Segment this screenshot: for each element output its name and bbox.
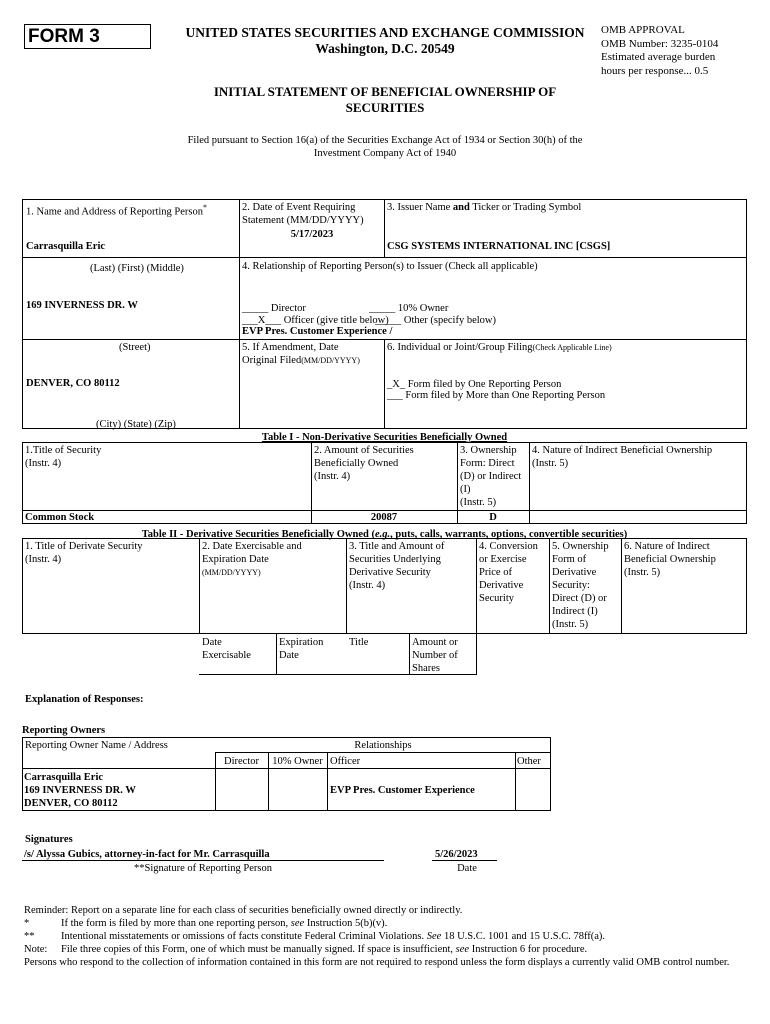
owners-col-ten-percent: 10% Owner	[272, 756, 323, 767]
divider	[529, 442, 530, 524]
event-date: 5/17/2023	[290, 229, 334, 240]
divider	[476, 538, 477, 634]
filing-one-person[interactable]: _X_ Form filed by One Reporting Person	[387, 379, 562, 390]
omb-burden-line2: hours per response... 0.5	[601, 64, 709, 77]
divider	[199, 538, 200, 634]
divider	[384, 339, 385, 429]
divider	[22, 339, 747, 340]
box2-label-line2: Statement (MM/DD/YYYY)	[242, 215, 364, 226]
footnote-star-text: If the form is filed by more than one reporting person, see Instruction 5(b)(v).	[61, 918, 388, 929]
issuer-name: CSG SYSTEMS INTERNATIONAL INC [CSGS]	[387, 241, 611, 252]
owners-col-name: Reporting Owner Name / Address	[25, 740, 168, 751]
table2-sub-date-exercisable: Date Exercisable	[202, 637, 251, 661]
omb-persons-text: Persons who respond to the collection of information contained in this form are not required to respond unless the form displays a currently valid OMB control number.	[24, 957, 730, 968]
omb-number: OMB Number: 3235-0104	[601, 37, 719, 50]
table1-col-ownership: 3. Ownership Form: Direct (D) or Indirect (I) (Instr. 5)	[460, 445, 522, 508]
explanation-heading: Explanation of Responses:	[25, 694, 144, 705]
divider	[409, 634, 410, 675]
filed-pursuant-text	[150, 134, 620, 160]
divider	[476, 634, 477, 675]
table1-title: Table I - Non-Derivative Securities Beneficially Owned	[261, 432, 508, 443]
agency-location: Washington, D.C. 20549	[315, 41, 455, 56]
signature-caption: **Signature of Reporting Person	[134, 863, 272, 874]
reporting-owners-heading: Reporting Owners	[22, 725, 106, 736]
note-text: File three copies of this Form, one of which must be manually signed. If space is insufficient, see Instruction 6 for procedure.	[61, 944, 588, 955]
omb-approval-title: OMB APPROVAL	[601, 24, 685, 36]
table2-col-title: 1. Title of Derivate Security (Instr. 4)	[25, 541, 143, 565]
date-line	[432, 860, 497, 861]
filed-line2: Investment Company Act of 1940	[313, 148, 457, 159]
table1-col-nature: 4. Nature of Indirect Beneficial Ownership (Instr. 5)	[532, 445, 713, 469]
form-title-line1: INITIAL STATEMENT OF BENEFICIAL OWNERSHIP OF	[213, 84, 557, 99]
divider	[239, 257, 747, 258]
form-title	[160, 84, 610, 116]
reporting-person-city: DENVER, CO 80112	[26, 378, 120, 389]
table2-title: Table II - Derivative Securities Beneficially Owned (e.g., puts, calls, warrants, options, convertible securities)	[141, 529, 628, 540]
table2-col-dates: 2. Date Exercisable and Expiration Date (MM/DD/YYYY)	[202, 541, 302, 577]
table1-row-form: D	[489, 512, 497, 523]
divider	[384, 199, 385, 257]
owners-col-officer: Officer	[330, 756, 361, 767]
table1-col-amount: 2. Amount of Securities Beneficially Owned (Instr. 4)	[314, 445, 414, 482]
divider	[346, 538, 347, 634]
table2-col-nature: 6. Nature of Indirect Beneficial Ownership (Instr. 5)	[624, 541, 716, 578]
relationship-other[interactable]: _____ Other (specify below)	[375, 315, 497, 326]
footnote-double-star-text: Intentional misstatements or omissions of facts constitute Federal Criminal Violations. See 18 U.S.C. 1001 and 15 U.S.C. 78ff(a).	[61, 931, 606, 942]
filing-more-persons[interactable]: ___ Form filed by More than One Reporting Person	[387, 390, 606, 401]
box2-label-line1: 2. Date of Event Requiring	[242, 202, 356, 213]
signature-line	[22, 860, 384, 861]
form-title-line2: SECURITIES	[345, 100, 425, 115]
agency-title	[170, 25, 600, 57]
box5-label	[242, 341, 360, 367]
owners-col-relationships: Relationships	[354, 740, 412, 751]
reporting-person-street: 169 INVERNESS DR. W	[26, 300, 138, 311]
date-caption: Date	[457, 863, 477, 874]
relationship-ten-percent[interactable]: _____ 10% Owner	[369, 303, 449, 314]
box5-label-line2: Original Filed	[242, 355, 302, 366]
box4-label: 4. Relationship of Reporting Person(s) to Issuer (Check all applicable)	[242, 261, 538, 272]
filed-line1: Filed pursuant to Section 16(a) of the Securities Exchange Act of 1934 or Section 30(h) of the	[187, 135, 583, 146]
officer-title: EVP Pres. Customer Experience /	[242, 326, 393, 337]
box1-label: 1. Name and Address of Reporting Person*	[26, 203, 208, 218]
table2-sub-amount: Amount or Number of Shares	[412, 637, 458, 674]
box2-label	[242, 201, 364, 227]
omb-approval-box	[601, 24, 766, 78]
divider	[621, 538, 622, 634]
divider	[22, 257, 239, 258]
city-caption: (City) (State) (Zip)	[96, 419, 176, 430]
form-number: FORM 3	[24, 24, 151, 49]
omb-burden-line1: Estimated average burden	[601, 51, 716, 63]
table2-col-conversion: 4. Conversion or Exercise Price of Derivative Security	[479, 541, 538, 604]
divider	[22, 768, 551, 769]
owners-col-director: Director	[224, 756, 259, 767]
box6-label: 6. Individual or Joint/Group Filing(Check Applicable Line)	[387, 342, 612, 353]
signature-text: /s/ Alyssa Gubics, attorney-in-fact for Mr. Carrasquilla	[24, 849, 270, 860]
agency-name: UNITED STATES SECURITIES AND EXCHANGE COMMISSION	[185, 25, 585, 40]
reminder-text: Reminder: Report on a separate line for each class of securities beneficially owned directly or indirectly.	[24, 905, 463, 916]
divider	[549, 538, 550, 634]
divider	[515, 752, 516, 811]
owner-officer-title: EVP Pres. Customer Experience	[330, 785, 475, 796]
relationship-director[interactable]: _____ Director	[242, 303, 306, 314]
owners-col-other: Other	[517, 756, 541, 767]
table1-row-amount: 20087	[370, 512, 398, 523]
table2-sub-expiration: Expiration Date	[279, 637, 324, 661]
box1-footnote-mark: *	[203, 203, 208, 212]
divider	[215, 752, 551, 753]
box5-format: (MM/DD/YYYY)	[301, 356, 360, 365]
divider	[327, 752, 328, 811]
reporting-person-name: Carrasquilla Eric	[26, 241, 106, 252]
signature-date: 5/26/2023	[435, 849, 478, 860]
name-caption: (Last) (First) (Middle)	[90, 263, 184, 274]
note-mark: Note:	[24, 944, 48, 955]
table2-col-ownership: 5. Ownership Form of Derivative Security: Direct (D) or Indirect (I) (Instr. 5)	[552, 541, 609, 630]
relationship-officer[interactable]: ___X___ Officer (give title below)	[242, 315, 389, 326]
table1-col-title: 1.Title of Security (Instr. 4)	[25, 445, 102, 469]
table2-sub-title: Title	[349, 637, 369, 648]
owner-name-address: Carrasquilla Eric 169 INVERNESS DR. W DENVER, CO 80112	[24, 772, 136, 809]
signatures-heading: Signatures	[25, 834, 73, 845]
footnote-star-mark: *	[24, 918, 30, 929]
table2-col-underlying: 3. Title and Amount of Securities Underlying Derivative Security (Instr. 4)	[349, 541, 445, 591]
box3-label: 3. Issuer Name and Ticker or Trading Symbol	[387, 202, 582, 213]
divider	[276, 634, 277, 675]
footnote-double-star-mark: **	[24, 931, 35, 942]
table1-row-security: Common Stock	[25, 512, 95, 523]
box5-label-line1: 5. If Amendment, Date	[242, 342, 339, 353]
street-caption: (Street)	[119, 342, 151, 353]
